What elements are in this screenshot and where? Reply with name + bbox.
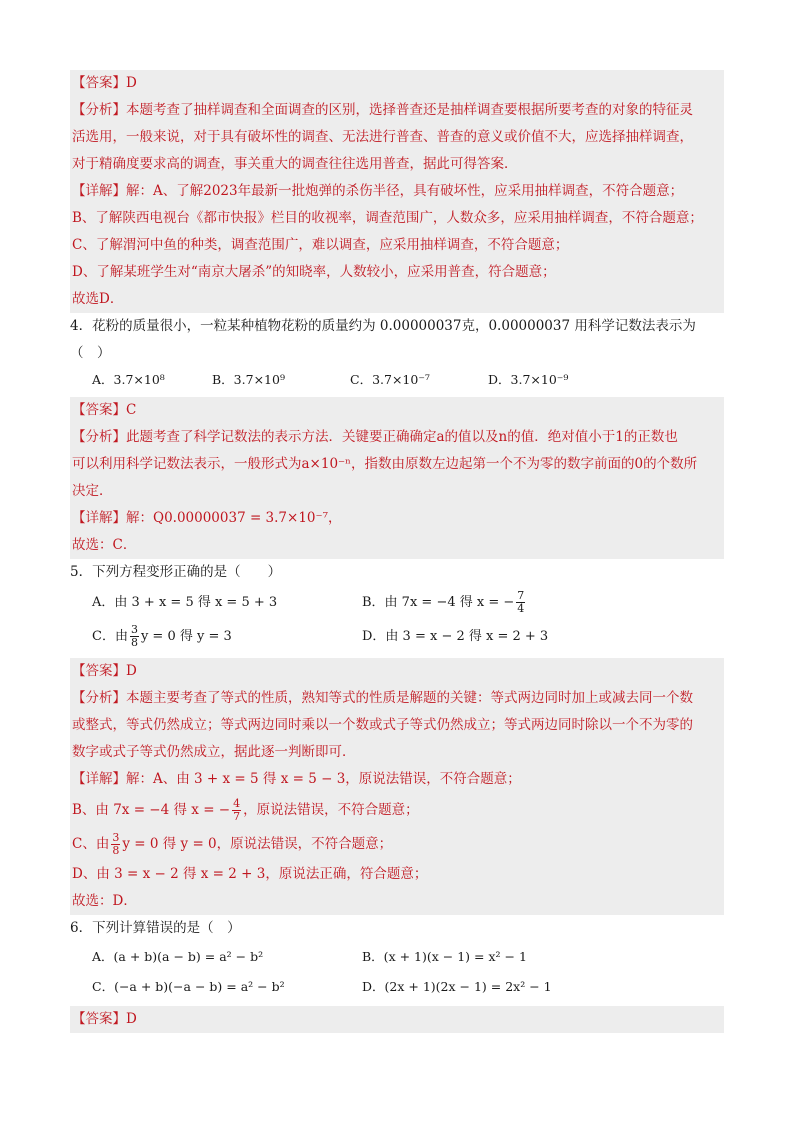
q5-solution-block (70, 658, 724, 915)
q4-analysis-line-2: 可以利用科学记数法表示，一般形式为a×10⁻ⁿ，指数由原数左边起第一个不为零的数字前面的0的个数所 (72, 456, 698, 472)
q4-solution-block (70, 397, 724, 559)
q3-solution-block (70, 70, 724, 313)
q5-option-b (362, 586, 662, 620)
q5-detail-b-denominator: 7 (233, 810, 241, 823)
q5-detail-c-denominator: 8 (112, 844, 120, 857)
q3-analysis-line-2: 活选用，一般来说，对于具有破坏性的调查、无法进行普查、普查的意义或价值不大，应选择抽样调查， (72, 129, 693, 145)
q5-detail-c-numerator: 3 (112, 831, 120, 844)
q4-answer: 【答案】C (72, 402, 137, 418)
q5-option-b-numerator: 7 (517, 589, 525, 602)
q6-stem: 6．下列计算错误的是（ ） (70, 920, 241, 936)
q5-option-b-text: B．由 7x = −4 得 x = − (362, 595, 515, 610)
q5-option-b-denominator: 4 (517, 602, 525, 615)
q4-option-c: C．3.7×10⁻⁷ (350, 372, 430, 387)
q5-detail-b-numerator: 4 (233, 797, 241, 810)
q5-analysis-line-3: 数字或式子等式仍然成立，据此逐一判断即可． (72, 744, 356, 760)
q4-option-a: A．3.7×10⁸ (92, 372, 165, 387)
q5-detail-c (72, 827, 722, 861)
q5-detail-end: 故选：D． (72, 893, 137, 909)
q5-detail-d: D、由 3 = x − 2 得 x = 2 + 3，原说法正确，符合题意； (72, 866, 428, 882)
q3-analysis-line-1: 【分析】本题考查了抽样调查和全面调查的区别，选择普查还是抽样调查要根据所要考查的对象的特征灵 (72, 102, 693, 118)
q6-options (70, 942, 724, 1002)
q4-options (70, 367, 724, 393)
document-page (70, 70, 724, 1033)
q5-option-c-text: C．由 (92, 629, 128, 644)
q3-detail-line-2: B、了解陕西电视台《都市快报》栏目的收视率，调查范围广，人数众多，应采用抽样调查，不符合题意； (72, 210, 703, 226)
q5-detail-a: 【详解】解：A、由 3 + x = 5 得 x = 5 − 3，原说法错误，不符合题意； (72, 771, 521, 787)
q5-option-a: A．由 3 + x = 5 得 x = 5 + 3 (92, 595, 278, 610)
q3-analysis-line-3: 对于精确度要求高的调查，事关重大的调查往往选用普查，据此可得答案． (72, 156, 518, 172)
q5-detail-b-tail: ，原说法错误，不符合题意； (243, 802, 419, 818)
q5-detail-b-fraction (232, 798, 241, 823)
q5-detail-c-text: C、由 (72, 836, 110, 852)
q5-options (70, 586, 724, 654)
q5-option-c-tail: y = 0 得 y = 3 (140, 629, 232, 644)
q6-option-b: B．(x + 1)(x − 1) = x² − 1 (362, 949, 527, 964)
q5-option-c-numerator: 3 (130, 623, 138, 636)
q5-analysis-line-1: 【分析】本题主要考查了等式的性质，熟知等式的性质是解题的关键：等式两边同时加上或减去同一个数 (72, 690, 693, 706)
q6-answer: 【答案】D (72, 1011, 137, 1027)
q5-detail-c-tail: y = 0 得 y = 0，原说法错误，不符合题意； (122, 836, 393, 852)
q5-detail-b-text: B、由 7x = −4 得 x = − (72, 802, 231, 818)
q4-option-d: D．3.7×10⁻⁹ (488, 372, 569, 387)
q6-option-a: A．(a + b)(a − b) = a² − b² (92, 949, 264, 964)
q3-answer: 【答案】D (72, 75, 137, 91)
q4-detail-line-1: 【详解】解：Q0.00000037 = 3.7×10⁻⁷， (72, 510, 342, 526)
q4-stem: 4．花粉的质量很小，一粒某种植物花粉的质量约为 0.00000037克，0.00000037 用科学记数法表示为（ ） (70, 318, 696, 361)
q5-option-c-fraction (130, 624, 139, 649)
q5-answer: 【答案】D (72, 663, 137, 679)
q4-detail-line-2: 故选：C． (72, 537, 137, 553)
q3-detail-line-1: 【详解】解：A、了解2023年最新一批炮弹的杀伤半径，具有破坏性，应采用抽样调查，不符合题意； (72, 183, 684, 199)
q5-option-d: D．由 3 = x − 2 得 x = 2 + 3 (362, 629, 549, 644)
q5-stem: 5．下列方程变形正确的是（ ） (70, 564, 282, 580)
q5-analysis-line-2: 或整式，等式仍然成立；等式两边同时乘以一个数或式子等式仍然成立；等式两边同时除以一个不为零的 (72, 717, 693, 733)
q5-detail-c-fraction (111, 832, 120, 857)
q3-detail-line-3: C、了解渭河中鱼的种类，调查范围广，难以调查，应采用抽样调查，不符合题意； (72, 237, 569, 253)
q6-solution-block (70, 1006, 724, 1033)
q4-analysis-line-3: 决定． (72, 483, 113, 499)
q5-option-b-fraction (516, 590, 525, 615)
q6-option-d: D．(2x + 1)(2x − 1) = 2x² − 1 (362, 979, 552, 994)
q3-detail-line-5: 故选D． (72, 291, 124, 307)
q6-option-c: C．(−a + b)(−a − b) = a² − b² (92, 979, 285, 994)
q4-analysis-line-1: 【分析】此题考查了科学记数法的表示方法．关键要正确确定a的值以及n的值．绝对值小于1的正数也 (72, 429, 678, 445)
q5-option-c (92, 620, 362, 654)
q3-detail-line-4: D、了解某班学生对“南京大屠杀”的知晓率，人数较小，应采用普查，符合题意； (72, 264, 556, 280)
q5-detail-b (72, 793, 722, 827)
q4-option-b: B．3.7×10⁹ (212, 372, 285, 387)
q5-option-c-denominator: 8 (130, 636, 138, 649)
